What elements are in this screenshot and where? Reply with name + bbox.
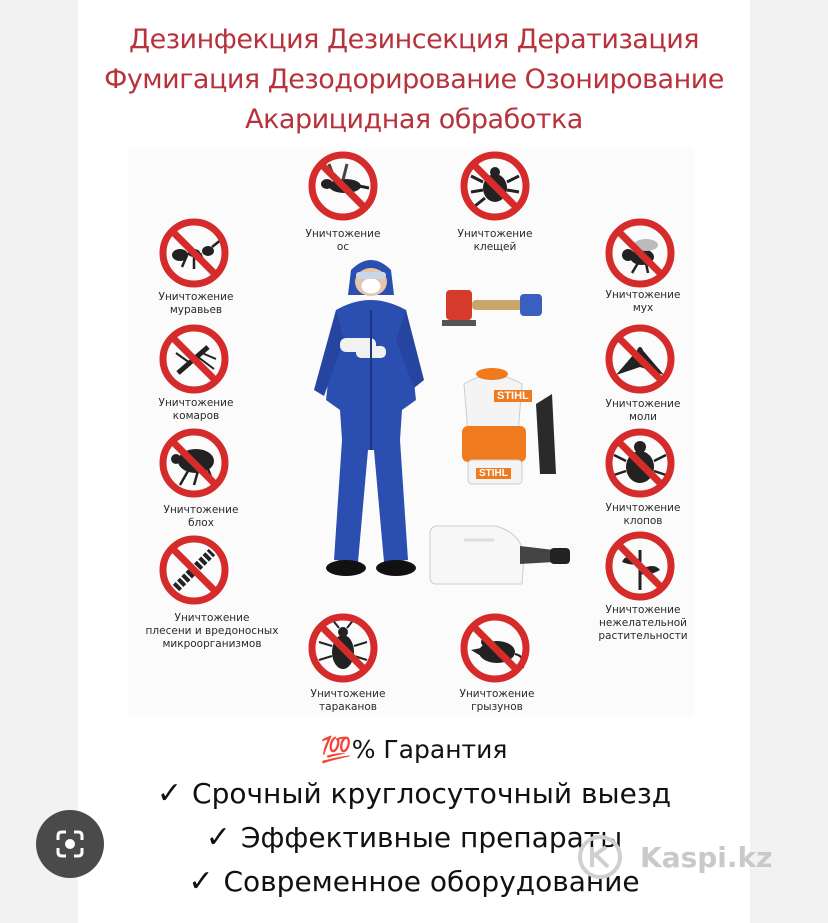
caption-bedbugs: Уничтожение клопов <box>605 502 681 527</box>
caption-ants: Уничтожение муравьев <box>158 291 234 316</box>
caption-moths: Уничтожение моли <box>605 398 681 423</box>
fogger-machine-illustration <box>440 282 550 334</box>
guarantee-line <box>0 735 828 765</box>
caption-fleas: Уничтожение блох <box>163 504 239 529</box>
caption-mosquitoes: Уничтожение комаров <box>158 397 234 422</box>
headline-line-1: Дезинфекция Дезинсекция Дератизация <box>128 24 700 55</box>
google-lens-button[interactable] <box>36 810 104 878</box>
caption-mold: Уничтожение плесени и вредоносных микроорганизмов <box>145 612 279 650</box>
guarantee-text: % Гарантия <box>351 735 508 764</box>
cockroach-prohibited-icon <box>307 612 379 684</box>
sprayer-brand-label: STIHL <box>494 390 532 402</box>
moth-prohibited-icon <box>604 323 676 395</box>
ant-prohibited-icon <box>158 217 230 289</box>
caption-wasps: Уничтожение ос <box>305 228 381 253</box>
feature-text-3: Современное оборудование <box>223 865 640 898</box>
hundred-points-icon: 💯 <box>320 735 352 764</box>
fly-prohibited-icon <box>604 217 676 289</box>
feature-line-1 <box>0 776 828 811</box>
checkmark-icon: ✓ <box>205 820 231 855</box>
kaspi-watermark <box>574 833 804 881</box>
rodent-prohibited-icon <box>459 612 531 684</box>
headline-line-2: Фумигация Дезодорирование Озонирование <box>104 64 724 95</box>
caption-flies: Уничтожение мух <box>605 289 681 314</box>
checkmark-icon: ✓ <box>188 864 214 899</box>
backpack-sprayer-illustration <box>452 364 560 488</box>
caption-rodents: Уничтожение грызунов <box>459 688 535 713</box>
flea-prohibited-icon <box>158 427 230 499</box>
wasp-prohibited-icon <box>307 150 379 222</box>
weed-prohibited-icon <box>604 530 676 602</box>
sprayer-base-brand-label: STIHL <box>476 468 511 479</box>
mold-prohibited-icon <box>158 534 230 606</box>
bedbug-prohibited-icon <box>604 427 676 499</box>
google-lens-icon <box>54 828 86 860</box>
checkmark-icon: ✓ <box>156 776 183 811</box>
kaspi-logo-icon <box>574 833 630 881</box>
caption-cockroaches: Уничтожение тараканов <box>310 688 386 713</box>
headline-line-3: Акарицидная обработка <box>245 104 583 135</box>
feature-text-1: Срочный круглосуточный выезд <box>192 777 672 810</box>
caption-ticks: Уничтожение клещей <box>457 228 533 253</box>
tick-prohibited-icon <box>459 150 531 222</box>
kaspi-watermark-text: Kaspi.kz <box>640 841 773 874</box>
feature-text-2: Эффективные препараты <box>240 821 623 854</box>
caption-weeds: Уничтожение нежелательной растительности <box>598 604 688 642</box>
mosquito-prohibited-icon <box>158 323 230 395</box>
ulv-cold-fogger-illustration <box>424 520 574 590</box>
